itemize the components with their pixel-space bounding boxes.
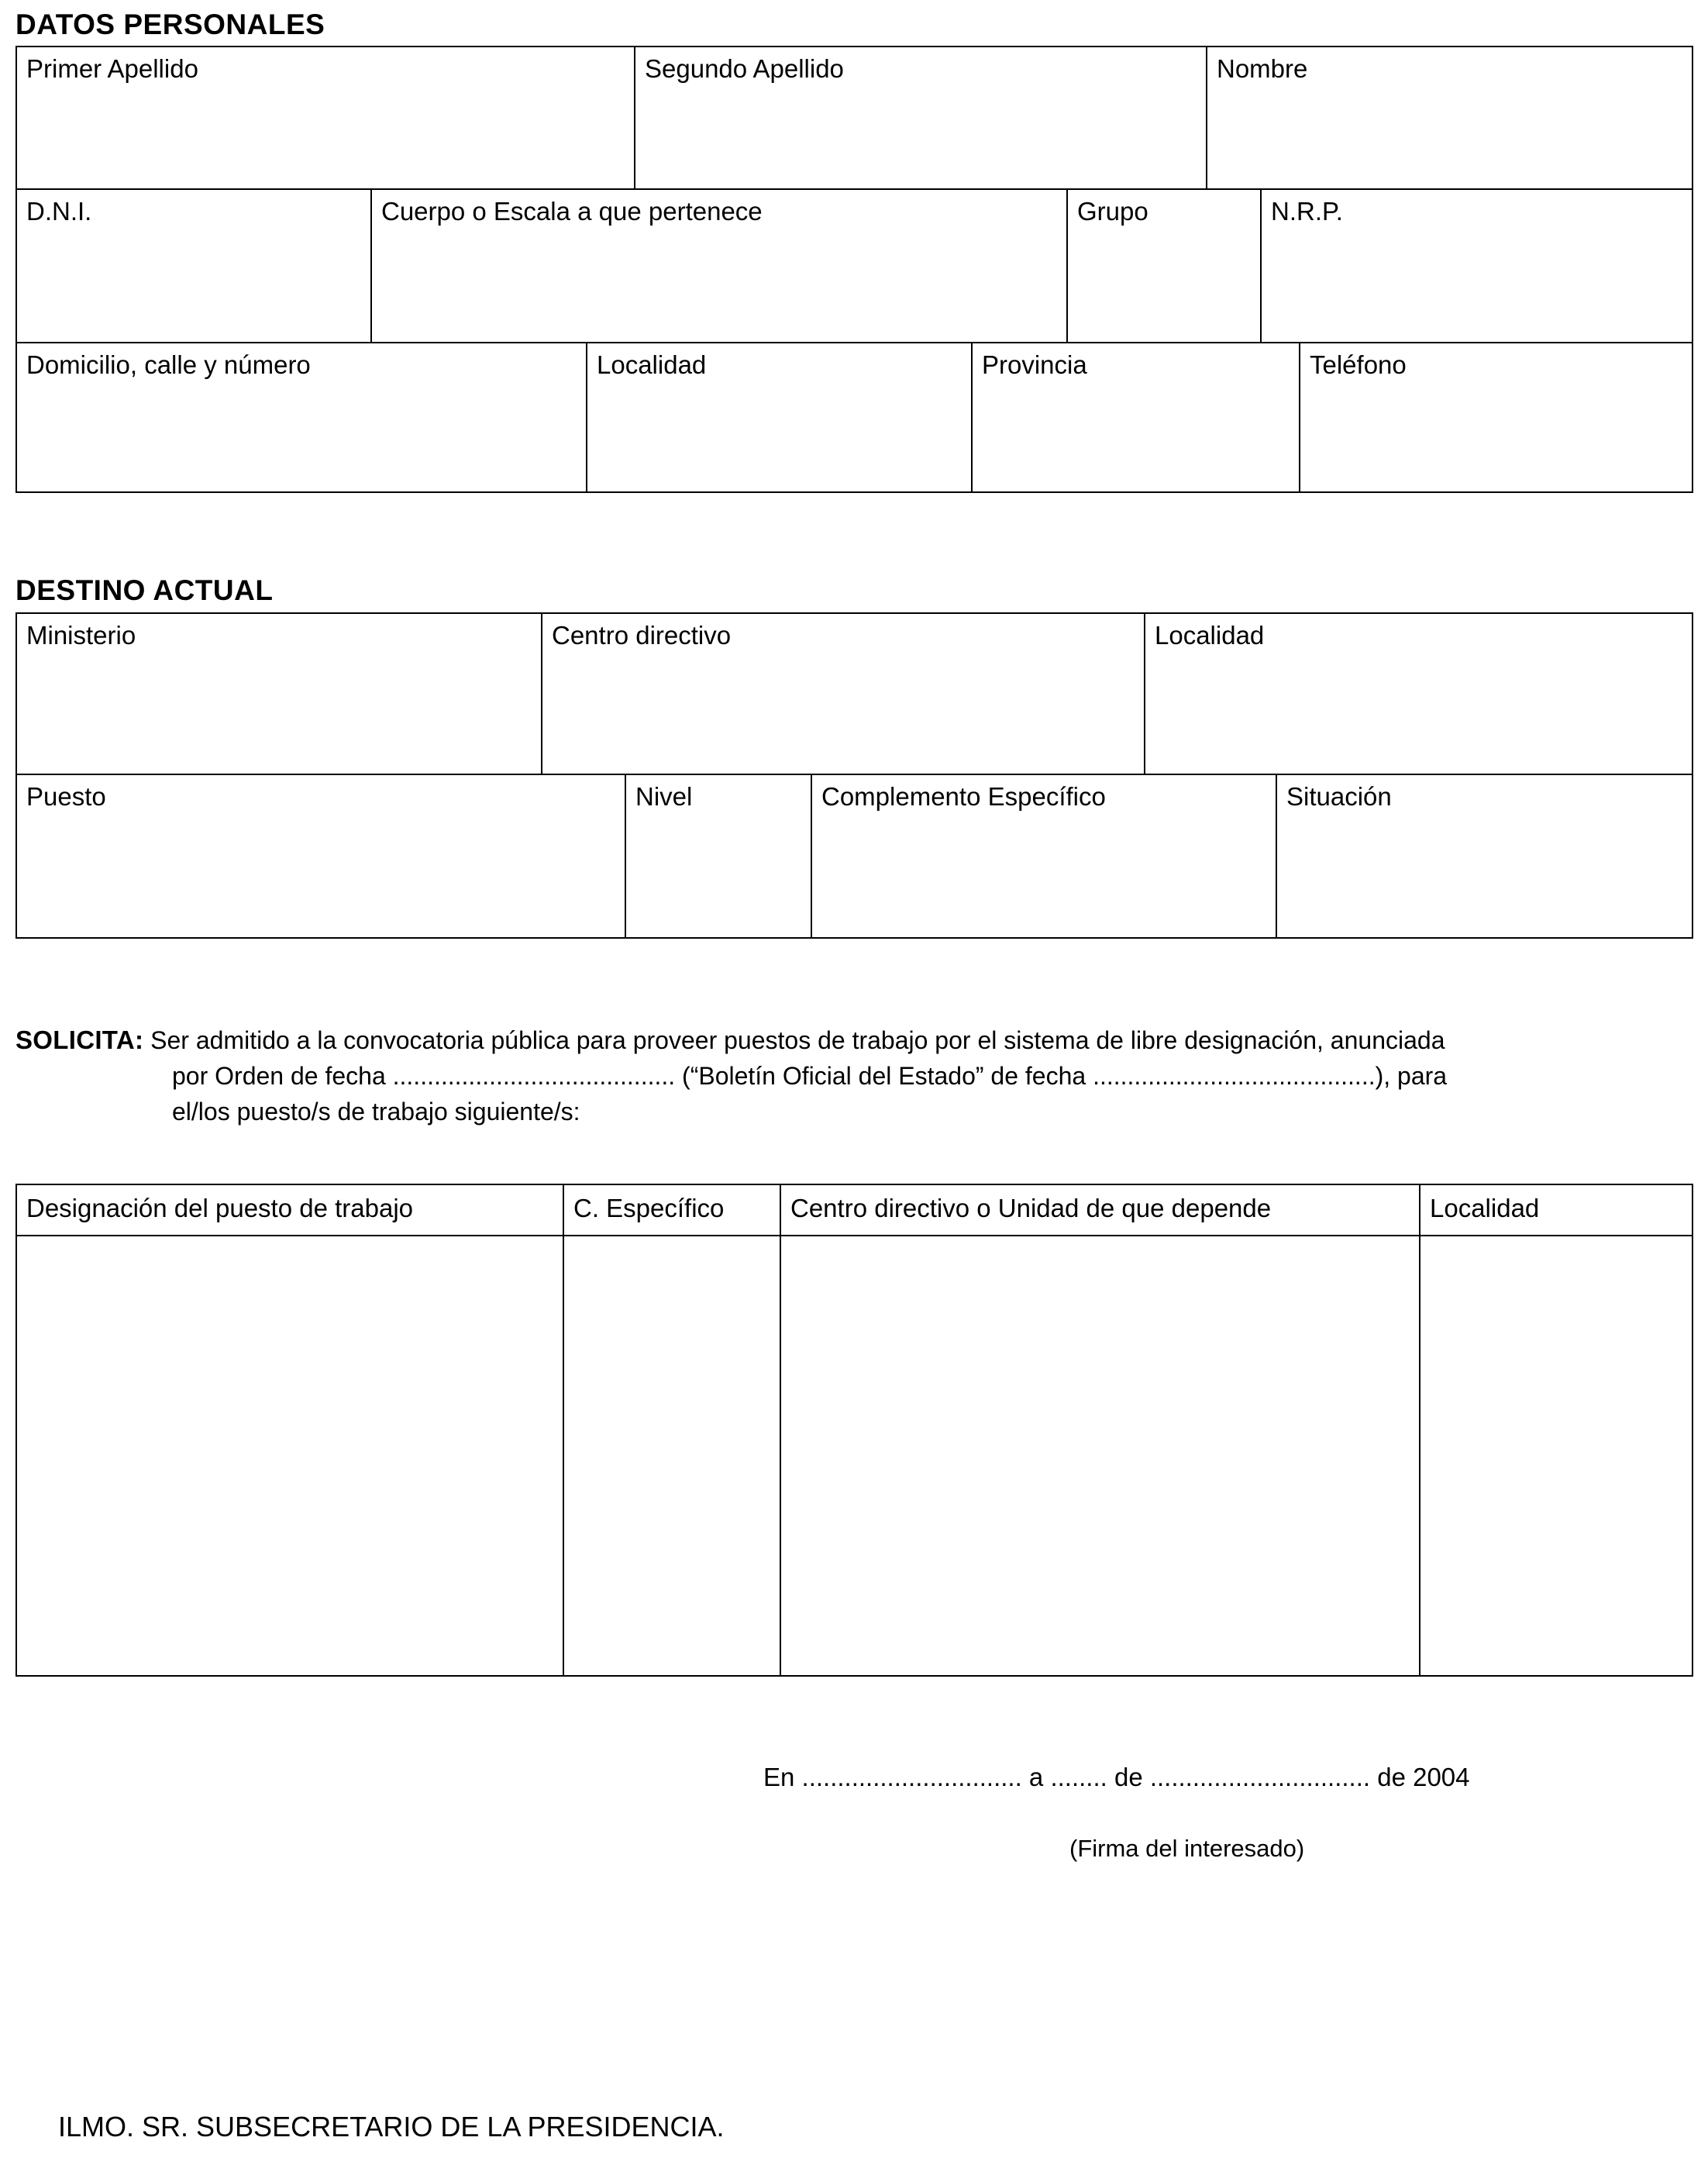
- cell-localidad[interactable]: [1419, 1235, 1693, 1677]
- field-primer-apellido[interactable]: [15, 46, 635, 190]
- addressee-line: ILMO. SR. SUBSECRETARIO DE LA PRESIDENCIA.: [58, 2111, 725, 2142]
- col-header-localidad: [1419, 1184, 1693, 1236]
- col-header-label-centro-directivo-unidad: Centro directivo o Unidad de que depende: [790, 1194, 1272, 1222]
- datos-personales-row-3: [15, 342, 1693, 493]
- field-complemento-especifico[interactable]: [811, 774, 1277, 939]
- field-provincia[interactable]: [971, 342, 1300, 493]
- field-label-cuerpo-escala: Cuerpo o Escala a que pertenece: [381, 197, 763, 226]
- datos-personales-row-1: [15, 46, 1693, 190]
- datos-personales-row-2: [15, 188, 1693, 343]
- solicita-paragraph: [15, 1022, 1689, 1129]
- field-label-domicilio: Domicilio, calle y número: [26, 350, 311, 379]
- field-label-primer-apellido: Primer Apellido: [26, 54, 198, 83]
- destino-actual-row-2: [15, 774, 1693, 939]
- field-label-telefono: Teléfono: [1310, 350, 1407, 379]
- cell-designacion-puesto[interactable]: [15, 1235, 564, 1677]
- solicita-line3: el/los puesto/s de trabajo siguiente/s:: [172, 1098, 580, 1126]
- puestos-body-row: [15, 1235, 1693, 1677]
- date-fill-line: En ............................... a ........ de ............................... de 2004: [763, 1763, 1470, 1791]
- destino-actual-row-1: [15, 612, 1693, 775]
- field-label-provincia: Provincia: [982, 350, 1087, 379]
- puestos-table: [15, 1184, 1693, 1677]
- col-header-label-designacion: Designación del puesto de trabajo: [26, 1194, 414, 1222]
- signature-caption: (Firma del interesado): [1069, 1835, 1305, 1862]
- solicita-label: SOLICITA:: [15, 1026, 144, 1054]
- field-ministerio[interactable]: [15, 612, 542, 775]
- datos-personales-title: DATOS PERSONALES: [15, 9, 325, 40]
- solicita-line2: por Orden de fecha ......................................... (“Boletín Oficial del Estado” de fecha .........................................), para: [172, 1062, 1448, 1090]
- field-nivel[interactable]: [625, 774, 812, 939]
- col-header-c-especifico: [563, 1184, 781, 1236]
- cell-c-especifico[interactable]: [563, 1235, 781, 1677]
- destino-actual-title: DESTINO ACTUAL: [15, 574, 274, 606]
- field-nombre[interactable]: [1206, 46, 1693, 190]
- field-grupo[interactable]: [1066, 188, 1262, 343]
- destino-actual-table: [15, 612, 1693, 939]
- field-label-centro-directivo: Centro directivo: [552, 621, 732, 650]
- field-label-ministerio: Ministerio: [26, 621, 136, 650]
- field-situacion[interactable]: [1276, 774, 1693, 939]
- datos-personales-table: [15, 46, 1693, 493]
- field-destino-localidad[interactable]: [1144, 612, 1693, 775]
- field-localidad[interactable]: [586, 342, 973, 493]
- field-label-dni: D.N.I.: [26, 197, 92, 226]
- field-label-grupo: Grupo: [1077, 197, 1148, 226]
- field-segundo-apellido[interactable]: [634, 46, 1207, 190]
- solicita-line1: Ser admitido a la convocatoria pública para proveer puestos de trabajo por el sistema de libre designación, anunciada: [150, 1026, 1445, 1054]
- field-label-situacion: Situación: [1286, 782, 1392, 811]
- field-centro-directivo[interactable]: [541, 612, 1145, 775]
- col-header-designacion-puesto: [15, 1184, 564, 1236]
- col-header-label-localidad: Localidad: [1430, 1194, 1540, 1222]
- field-puesto[interactable]: [15, 774, 626, 939]
- cell-centro-directivo-unidad[interactable]: [780, 1235, 1420, 1677]
- col-header-label-c-especifico: C. Específico: [573, 1194, 725, 1222]
- field-telefono[interactable]: [1299, 342, 1693, 493]
- field-domicilio[interactable]: [15, 342, 587, 493]
- field-cuerpo-escala[interactable]: [370, 188, 1068, 343]
- col-header-centro-directivo-unidad: [780, 1184, 1420, 1236]
- field-label-nivel: Nivel: [635, 782, 693, 811]
- field-label-puesto: Puesto: [26, 782, 106, 811]
- field-label-nrp: N.R.P.: [1271, 197, 1343, 226]
- field-label-destino-localidad: Localidad: [1155, 621, 1265, 650]
- field-label-nombre: Nombre: [1217, 54, 1308, 83]
- field-label-localidad: Localidad: [597, 350, 707, 379]
- puestos-header-row: [15, 1184, 1693, 1236]
- field-nrp[interactable]: [1260, 188, 1693, 343]
- field-dni[interactable]: [15, 188, 372, 343]
- field-label-segundo-apellido: Segundo Apellido: [645, 54, 844, 83]
- field-label-complemento-especifico: Complemento Específico: [821, 782, 1106, 811]
